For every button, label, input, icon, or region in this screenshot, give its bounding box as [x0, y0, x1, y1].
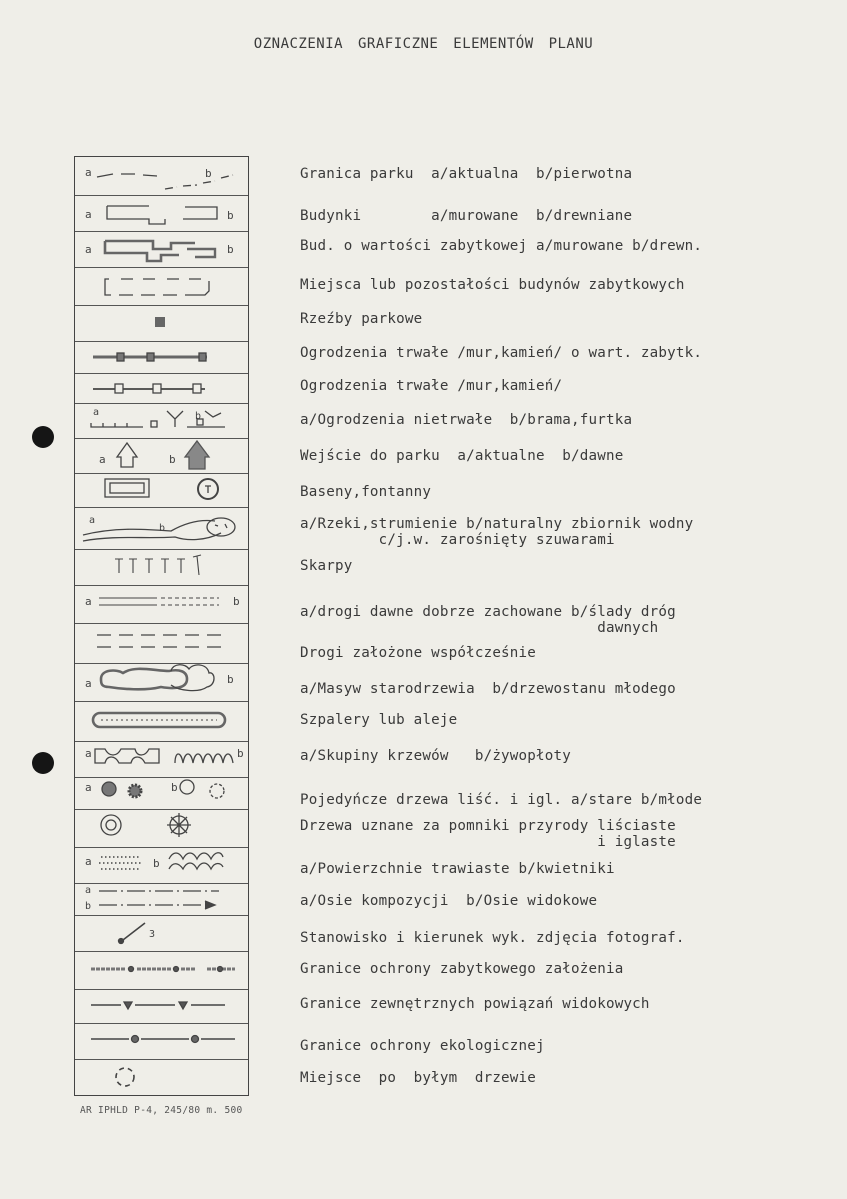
- svg-text:a: a: [93, 407, 100, 418]
- svg-text:b: b: [85, 901, 92, 912]
- legend-label: Wejście do parku a/aktualne b/dawne: [300, 448, 624, 464]
- archive-reference: AR IPHLD P-4, 245/80 m. 500: [80, 1105, 243, 1116]
- legend-row-22: [300, 930, 685, 946]
- view-boundary-symbol: [91, 1002, 225, 1009]
- pool-fountain-symbol: [105, 479, 218, 499]
- legend-label: Pojedyńcze drzewa liść. i igl. a/stare b/młode: [300, 792, 703, 808]
- legend-row-19: [300, 818, 676, 850]
- svg-text:a: a: [85, 243, 92, 256]
- svg-text:b: b: [233, 595, 240, 608]
- buildings-symbol: [85, 206, 234, 224]
- punch-hole-lower: [32, 752, 54, 774]
- legend-label: a/Powierzchnie trawiaste b/kwietniki: [300, 861, 615, 877]
- legend-label: a/drogi dawne dobrze zachowane b/ślady dróg: [300, 604, 676, 620]
- legend-label: a/Ogrodzenia nietrwałe b/brama,furtka: [300, 412, 633, 428]
- legend-row-9: [300, 448, 623, 464]
- legend-label-continuation: dawnych: [300, 620, 659, 636]
- legend-label: Granice ochrony zabytkowego założenia: [300, 961, 624, 977]
- legend-label: Miejsca lub pozostałości budynów zabytkowych: [300, 277, 685, 293]
- lawns-flowerbeds-symbol: [85, 853, 223, 870]
- punch-hole-upper: [32, 426, 54, 448]
- svg-text:b: b: [237, 747, 244, 760]
- legend-row-23: [300, 961, 623, 977]
- tree-alley-symbol: [93, 713, 225, 727]
- legend-label: Granica parku a/aktualna b/pierwotna: [300, 166, 633, 182]
- legend-label: Skarpy: [300, 558, 353, 574]
- park-entrance-symbol: [99, 441, 209, 469]
- building-remains-symbol: [105, 279, 209, 295]
- svg-text:b: b: [195, 411, 202, 422]
- river-stream-symbol: [83, 515, 235, 541]
- legend-label: Ogrodzenia trwałe /mur,kamień/ o wart. zabytk.: [300, 345, 703, 361]
- legend-label: Baseny,fontanny: [300, 484, 432, 500]
- legend-row-3: [300, 238, 702, 254]
- legend-row-21: [300, 893, 597, 909]
- legend-row-8: [300, 412, 632, 428]
- legend-label: a/Osie kompozycji b/Osie widokowe: [300, 893, 598, 909]
- modern-roads-symbol: [97, 635, 223, 647]
- svg-text:b: b: [153, 857, 160, 870]
- legend-row-7: [300, 378, 562, 394]
- legend-row-12: [300, 558, 352, 574]
- historic-buildings-symbol: [85, 241, 234, 261]
- legend-label: Ogrodzenia trwałe /mur,kamień/: [300, 378, 563, 394]
- svg-text:3: 3: [149, 929, 156, 940]
- legend-row-2: [300, 208, 632, 224]
- legend-symbol-column: [74, 156, 249, 1096]
- svg-text:a: a: [89, 515, 96, 526]
- svg-text:a: a: [99, 453, 106, 466]
- legend-label-continuation: i iglaste: [300, 834, 676, 850]
- legend-row-14: [300, 645, 536, 661]
- old-roads-symbol: [85, 595, 240, 608]
- svg-text:b: b: [227, 673, 234, 686]
- legend-label: Granice zewnętrznych powiązań widokowych: [300, 996, 650, 1012]
- legend-label: Stanowisko i kierunek wyk. zdjęcia fotograf.: [300, 930, 685, 946]
- permanent-fence-symbol: [93, 384, 205, 393]
- svg-text:a: a: [85, 747, 92, 760]
- svg-text:b: b: [171, 781, 178, 794]
- legend-row-15: [300, 681, 676, 697]
- legend-symbols: [75, 157, 250, 1097]
- legend-row-18: [300, 792, 702, 808]
- former-tree-symbol: [116, 1068, 134, 1086]
- legend-label: Rzeźby parkowe: [300, 311, 423, 327]
- legend-row-16: [300, 712, 457, 728]
- svg-text:a: a: [85, 677, 92, 690]
- svg-text:a: a: [85, 781, 92, 794]
- legend-label: Szpalery lub aleje: [300, 712, 458, 728]
- legend-label: Granice ochrony ekologicznej: [300, 1038, 545, 1054]
- legend-row-24: [300, 996, 650, 1012]
- legend-label: a/Rzeki,strumienie b/naturalny zbiornik wodny: [300, 516, 694, 532]
- legend-row-10: [300, 484, 431, 500]
- legend-row-26: [300, 1070, 536, 1086]
- legend-row-13: [300, 604, 676, 636]
- svg-text:a: a: [85, 885, 92, 896]
- legend-row-11: [300, 516, 693, 548]
- escarpment-symbol: [115, 555, 201, 575]
- svg-text:b: b: [227, 209, 234, 222]
- legend-row-25: [300, 1038, 545, 1054]
- svg-text:a: a: [85, 855, 92, 868]
- legend-row-20: [300, 861, 615, 877]
- park-boundary-symbol: [85, 166, 233, 189]
- legend-label: Bud. o wartości zabytkowej a/murowane b/drewn.: [300, 238, 703, 254]
- page-title: OZNACZENIA GRAFICZNE ELEMENTÓW PLANU: [253, 36, 594, 52]
- svg-text:b: b: [169, 453, 176, 466]
- temporary-fence-gate-symbol: [91, 407, 225, 427]
- legend-label: Budynki a/murowane b/drewniane: [300, 208, 633, 224]
- single-trees-symbol: [85, 780, 224, 798]
- svg-text:b: b: [205, 167, 212, 180]
- svg-text:a: a: [85, 208, 92, 221]
- legend-label: a/Skupiny krzewów b/żywopłoty: [300, 748, 571, 764]
- legend-row-1: [300, 166, 632, 182]
- legend-label: Drzewa uznane za pomniki przyrody liściaste: [300, 818, 676, 834]
- ecological-protection-boundary-symbol: [91, 1036, 235, 1043]
- photo-position-symbol: [119, 923, 156, 944]
- legend-label: Miejsce po byłym drzewie: [300, 1070, 537, 1086]
- historic-fence-symbol: [93, 353, 207, 361]
- svg-text:a: a: [85, 595, 92, 608]
- heritage-protection-boundary-symbol: [91, 967, 235, 972]
- legend-row-6: [300, 345, 702, 361]
- shrubs-hedges-symbol: [85, 747, 244, 763]
- legend-label-continuation: c/j.w. zarośnięty szuwarami: [300, 532, 615, 548]
- legend-row-5: [300, 311, 422, 327]
- legend-row-17: [300, 748, 571, 764]
- old-tree-mass-symbol: [85, 665, 234, 691]
- legend-label: Drogi założone współcześnie: [300, 645, 537, 661]
- monument-trees-symbol: [101, 813, 191, 837]
- svg-text:b: b: [227, 243, 234, 256]
- sculpture-symbol: [155, 317, 165, 327]
- svg-text:b: b: [159, 523, 166, 534]
- legend-row-4: [300, 277, 685, 293]
- composition-view-axes-symbol: [85, 885, 219, 912]
- svg-text:a: a: [85, 166, 92, 179]
- legend-label: a/Masyw starodrzewia b/drzewostanu młodego: [300, 681, 676, 697]
